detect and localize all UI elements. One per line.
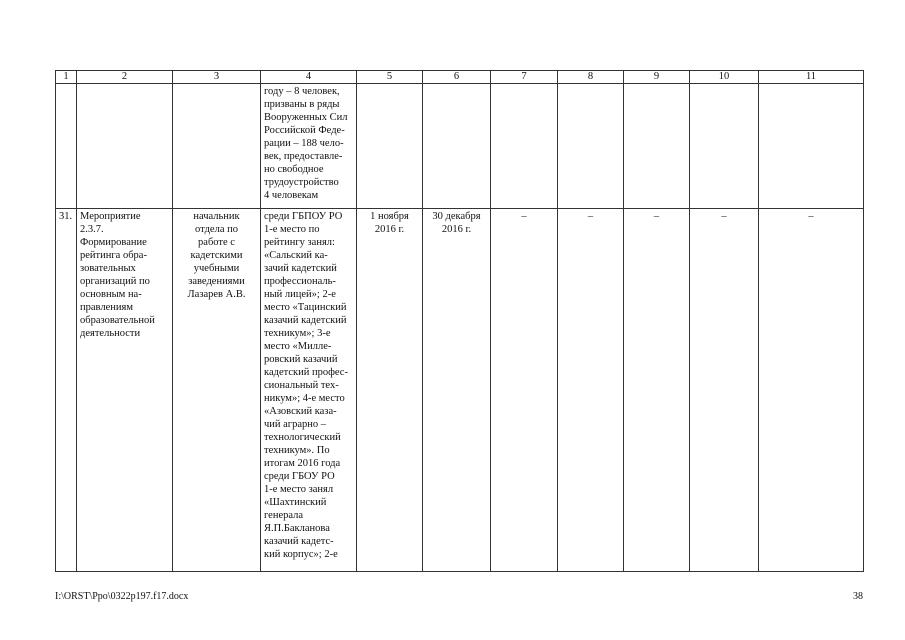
header-cell: 5 bbox=[357, 71, 423, 84]
cell-result: году – 8 человек, призваны в ряды Вооруженных Сил Российской Феде- рации – 188 чело- век, предоставле- но свободное трудоустройство 4 человекам bbox=[261, 84, 357, 209]
cell-responsible bbox=[173, 84, 261, 209]
table-row bbox=[56, 209, 864, 572]
cell-col11: – bbox=[759, 209, 864, 572]
cell-responsible: начальник отдела по работе с кадетскими учебными заведениями Лазарев А.В. bbox=[173, 209, 261, 572]
cell-col7: – bbox=[491, 209, 558, 572]
header-cell: 7 bbox=[491, 71, 558, 84]
header-cell: 9 bbox=[624, 71, 690, 84]
cell-num bbox=[56, 84, 77, 209]
header-cell: 3 bbox=[173, 71, 261, 84]
footer-file-path: I:\ORST\Ppo\0322p197.f17.docx bbox=[55, 591, 189, 602]
cell-col9: – bbox=[624, 209, 690, 572]
header-cell: 8 bbox=[558, 71, 624, 84]
cell-result: среди ГБПОУ РО 1-е место по рейтингу занял: «Сальский ка- зачий кадетский профессиональ- ный лицей»; 2-е место «Тацинский казачий кадетский техникум»; 3-е место «Милле- ровский казачий кадетский профес- сиональный тех- никум»; 4-е место «Азовский каза- чий аграрно – технологический техникум». По итогам 2016 года среди ГБОУ РО 1-е место занял «Шахтинский генерала Я.П.Бакланова казачий кадетс- кий корпус»; 2-е bbox=[261, 209, 357, 572]
cell-end: 30 декабря 2016 г. bbox=[423, 209, 491, 572]
header-cell: 6 bbox=[423, 71, 491, 84]
cell-num: 31. bbox=[56, 209, 77, 572]
header-cell: 2 bbox=[77, 71, 173, 84]
cell-col11 bbox=[759, 84, 864, 209]
header-cell: 10 bbox=[690, 71, 759, 84]
header-row bbox=[56, 71, 864, 84]
header-cell: 4 bbox=[261, 71, 357, 84]
cell-start bbox=[357, 84, 423, 209]
report-table bbox=[55, 70, 864, 572]
cell-col7 bbox=[491, 84, 558, 209]
table-row bbox=[56, 84, 864, 209]
cell-end bbox=[423, 84, 491, 209]
cell-col8 bbox=[558, 84, 624, 209]
cell-event bbox=[77, 84, 173, 209]
cell-col10 bbox=[690, 84, 759, 209]
cell-col10: – bbox=[690, 209, 759, 572]
header-cell: 1 bbox=[56, 71, 77, 84]
cell-start: 1 ноября 2016 г. bbox=[357, 209, 423, 572]
header-cell: 11 bbox=[759, 71, 864, 84]
cell-col8: – bbox=[558, 209, 624, 572]
cell-col9 bbox=[624, 84, 690, 209]
cell-event: Мероприятие 2.3.7. Формирование рейтинга обра- зовательных организаций по основным на- правлениям образовательной деятельности bbox=[77, 209, 173, 572]
footer-page-number: 38 bbox=[853, 591, 863, 602]
